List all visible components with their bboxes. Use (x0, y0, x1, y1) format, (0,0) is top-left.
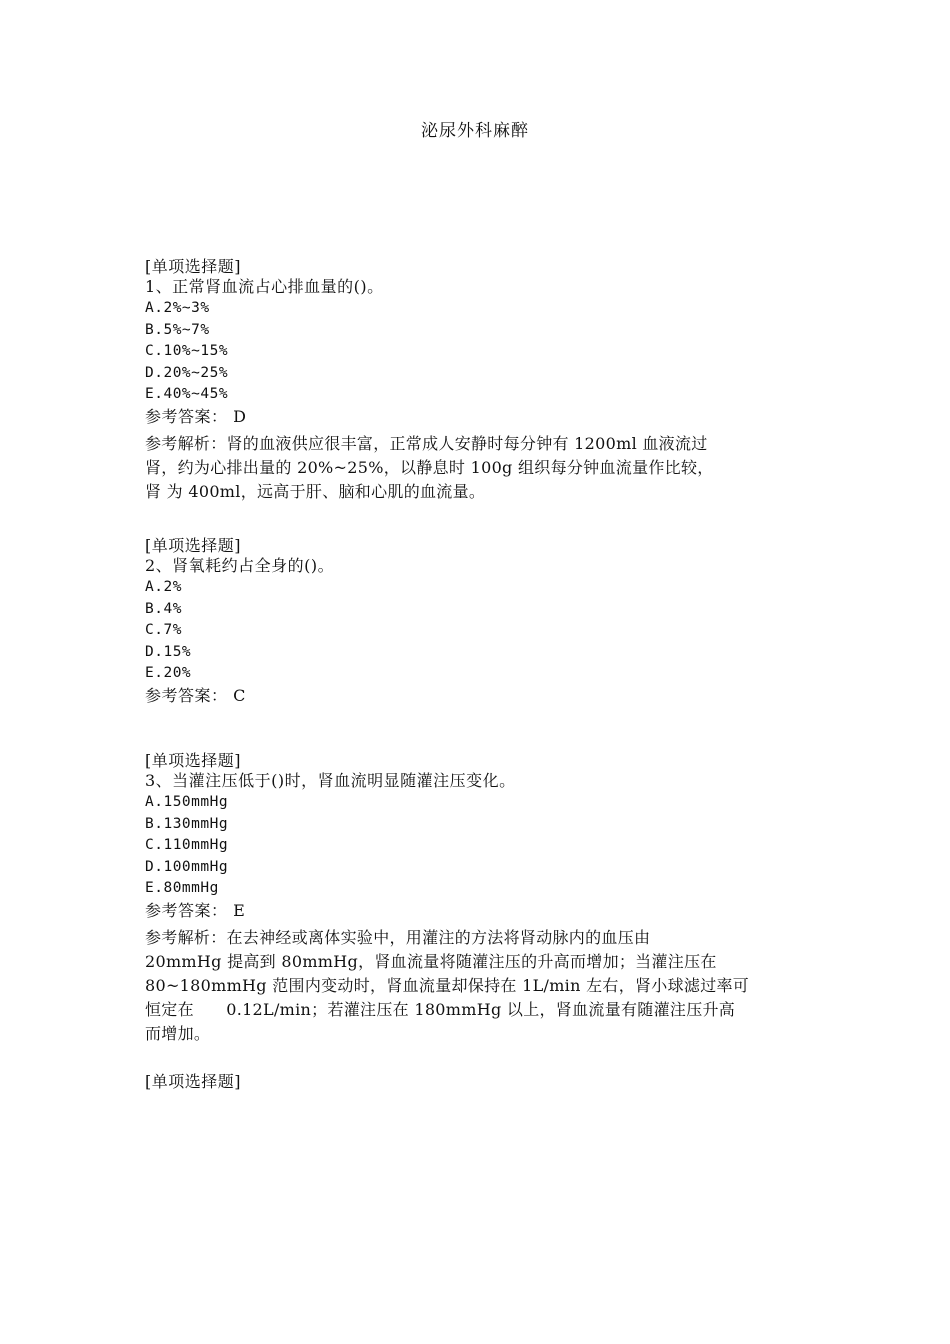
option-c: C.7% (145, 622, 182, 639)
question-stem: 2、肾氧耗约占全身的()。 (145, 556, 335, 575)
option-b: B.4% (145, 600, 182, 617)
reference-answer: 参考答案： E (145, 900, 246, 920)
option-c: C.10%~15% (145, 343, 229, 360)
option-a: A.2%~3% (145, 300, 210, 316)
analysis-line: 肾 为 400ml，远高于肝、脑和心肌的血流量。 (145, 481, 486, 501)
option-b: B.130mmHg (145, 815, 229, 832)
analysis-line: 参考解析：在去神经或离体实验中，用灌注的方法将肾动脉内的血压由 (145, 927, 651, 947)
option-e: E.80mmHg (145, 880, 219, 897)
option-a: A.150mmHg (145, 794, 229, 810)
document-title: 泌尿外科麻醉 (421, 121, 529, 141)
question-type-label: [单项选择题] (145, 257, 241, 276)
analysis-line: 参考解析：肾的血液供应很丰富，正常成人安静时每分钟有 1200ml 血液流过 (145, 433, 708, 453)
analysis-line: 恒定在 0.12L/min；若灌注压在 180mmHg 以上，肾血流量有随灌注压升高 (145, 999, 736, 1019)
option-d: D.15% (145, 643, 192, 660)
analysis-line: 20mmHg 提高到 80mmHg，肾血流量将随灌注压的升高而增加；当灌注压在 (145, 951, 717, 971)
question-type-label: [单项选择题] (145, 536, 241, 555)
question-stem: 1、正常肾血流占心排血量的()。 (145, 277, 384, 296)
question-1 (145, 256, 805, 504)
question-3 (145, 750, 805, 1046)
question-stem: 3、当灌注压低于()时，肾血流明显随灌注压变化。 (145, 771, 516, 790)
option-d: D.20%~25% (145, 364, 229, 381)
analysis-line: 肾，约为心排出量的 20%~25%，以静息时 100g 组织每分钟血流量作比较， (145, 457, 714, 477)
question-2 (145, 535, 805, 707)
option-c: C.110mmHg (145, 837, 229, 854)
reference-answer: 参考答案： D (145, 406, 247, 426)
question-type-label: [单项选择题] (145, 751, 241, 770)
option-e: E.20% (145, 665, 192, 682)
question-4 (145, 1071, 805, 1093)
option-d: D.100mmHg (145, 858, 229, 875)
question-type-label: [单项选择题] (145, 1072, 241, 1091)
reference-answer: 参考答案： C (145, 685, 246, 705)
option-a: A.2% (145, 579, 182, 595)
analysis-line: 而增加。 (145, 1023, 211, 1043)
option-b: B.5%~7% (145, 321, 210, 338)
analysis-line: 80~180mmHg 范围内变动时，肾血流量却保持在 1L/min 左右，肾小球滤过率可 (145, 975, 750, 995)
option-e: E.40%~45% (145, 386, 229, 403)
reference-analysis (145, 926, 805, 1046)
reference-analysis (145, 432, 805, 504)
